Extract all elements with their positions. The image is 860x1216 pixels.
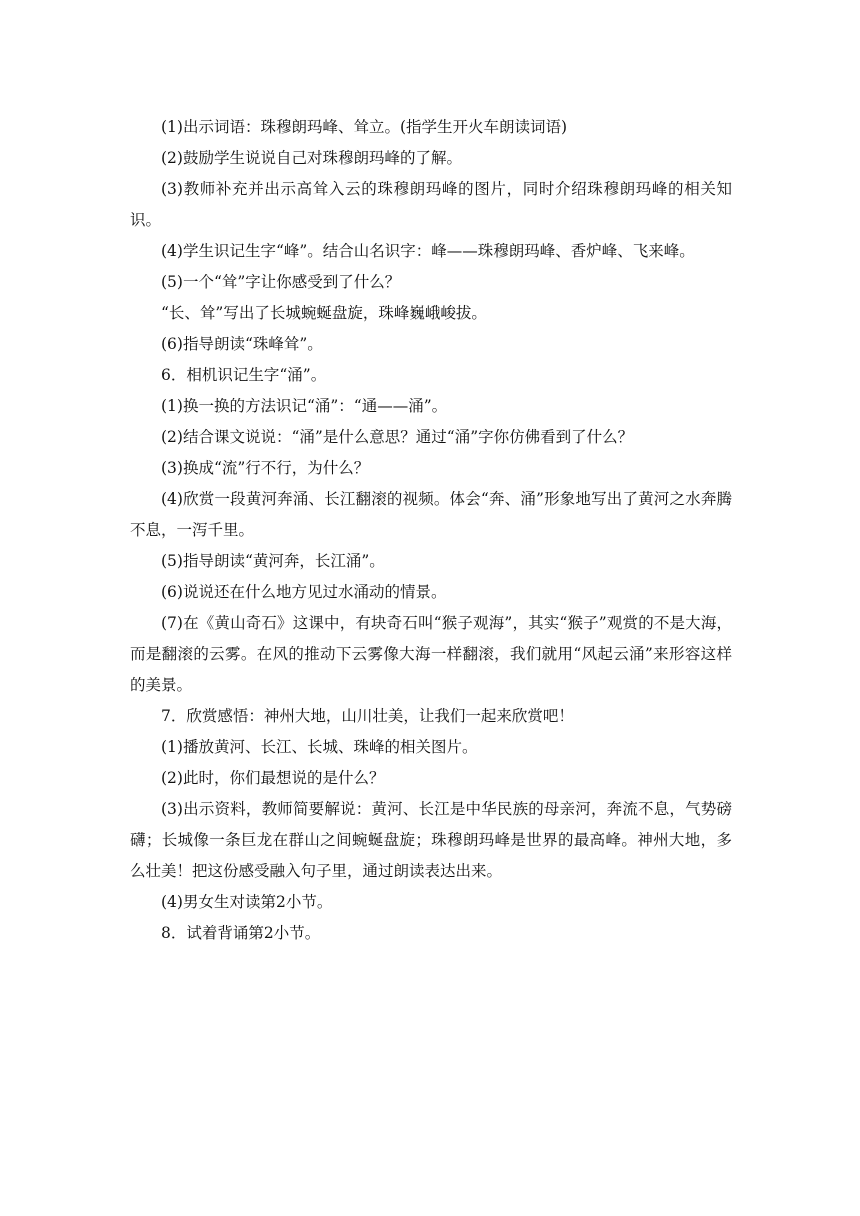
paragraph: (6)指导朗读“珠峰耸”。 — [161, 335, 323, 353]
paragraph: (6)说说还在什么地方见过水涌动的情景。 — [161, 583, 447, 601]
paragraph: (1)播放黄河、长江、长城、珠峰的相关图片。 — [161, 738, 478, 756]
paragraph: (4)男女生对读第2小节。 — [161, 893, 333, 911]
paragraph: (1)出示词语：珠穆朗玛峰、耸立。(指学生开火车朗读词语) — [161, 118, 568, 136]
document-page — [130, 112, 732, 949]
paragraph: (3)教师补充并出示高耸入云的珠穆朗玛峰的图片，同时介绍珠穆朗玛峰的相关知识。 — [130, 180, 732, 229]
section-heading: 7．欣赏感悟：神州大地，山川壮美，让我们一起来欣赏吧！ — [161, 707, 574, 725]
paragraph: (2)结合课文说说：“涌”是什么意思？通过“涌”字你仿佛看到了什么？ — [161, 428, 634, 446]
section-heading: 6．相机识记生字“涌”。 — [161, 366, 327, 384]
paragraph: (7)在《黄山奇石》这课中，有块奇石叫“猴子观海”，其实“猴子”观赏的不是大海，而是翻滚的云雾。在风的推动下云雾像大海一样翻滚，我们就用“风起云涌”来形容这样的美景。 — [130, 614, 732, 694]
paragraph: (3)换成“流”行不行，为什么？ — [161, 459, 370, 477]
paragraph: (4)学生识记生字“峰”。结合山名识字：峰——珠穆朗玛峰、香炉峰、飞来峰。 — [161, 242, 695, 260]
paragraph: (2)此时，你们最想说的是什么？ — [161, 769, 385, 787]
paragraph: (1)换一换的方法识记“涌”：“通——涌”。 — [161, 397, 448, 415]
section-heading: 8．试着背诵第2小节。 — [161, 924, 321, 942]
paragraph: (5)指导朗读“黄河奔，长江涌”。 — [161, 552, 385, 570]
paragraph: (2)鼓励学生说说自己对珠穆朗玛峰的了解。 — [161, 149, 462, 167]
paragraph: (5)一个“耸”字让你感受到了什么？ — [161, 273, 401, 291]
paragraph: (3)出示资料，教师简要解说：黄河、长江是中华民族的母亲河，奔流不息，气势磅礴；长城像一条巨龙在群山之间蜿蜒盘旋；珠穆朗玛峰是世界的最高峰。神州大地，多么壮美！把这份感受融入句子里，通过朗读表达出来。 — [130, 800, 732, 880]
paragraph: “长、耸”写出了长城蜿蜒盘旋，珠峰巍峨峻拔。 — [161, 304, 487, 322]
paragraph: (4)欣赏一段黄河奔涌、长江翻滚的视频。体会“奔、涌”形象地写出了黄河之水奔腾不息，一泻千里。 — [130, 490, 732, 539]
